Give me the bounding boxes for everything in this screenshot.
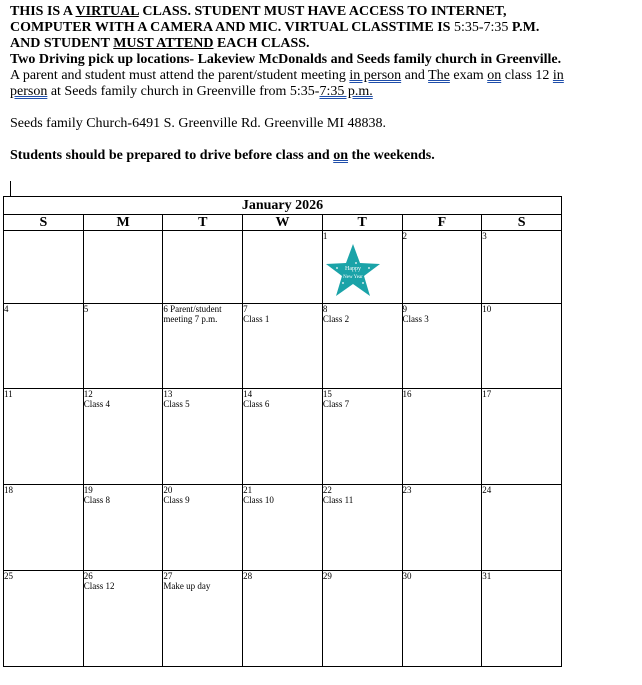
calendar-day-cell[interactable] [163,231,243,304]
paragraph-text: class 12 [501,68,553,83]
calendar-day-cell[interactable] [83,231,163,304]
calendar-day-cell[interactable]: 13 Class 5 [163,389,243,485]
notice-must-attend: MUST ATTEND [113,36,214,51]
happy-new-year-star-icon [325,243,381,299]
calendar-week-row [4,571,562,667]
weekday-tuesday: T [163,215,243,231]
calendar-day-cell[interactable]: 11 [4,389,84,485]
calendar-week-row [4,231,562,304]
calendar-table [3,196,562,667]
pickup-locations: Two Driving pick up locations- Lakeview McDonalds and Seeds family church in Greenville. [10,52,562,67]
paragraph-text: A parent and student must attend the parent/student meeting [10,68,350,83]
calendar-week-row [4,485,562,571]
notice-classtime: 5:35-7:35 [453,20,509,35]
notice-text: THIS IS A [10,4,76,19]
weekday-saturday: S [482,215,562,231]
calendar-day-cell[interactable]: 3 [482,231,562,304]
calendar-week-row [4,304,562,389]
weekend-driving-note [10,148,570,164]
calendar-day-cell[interactable]: 16 [402,389,482,485]
star-greeting-line2: New Year [342,275,363,280]
calendar-day-cell[interactable]: 30 [402,571,482,667]
calendar-day-cell[interactable]: 15 Class 7 [322,389,402,485]
calendar-day-cell[interactable]: 5 [83,304,163,389]
weekday-header-row [4,215,562,231]
calendar-day-cell[interactable]: 19 Class 8 [83,485,163,571]
calendar-day-cell[interactable]: 7 Class 1 [243,304,323,389]
calendar-day-cell[interactable] [322,231,402,304]
document-body[interactable] [10,4,570,164]
text-cursor [10,181,11,196]
calendar-day-cell[interactable]: 12 Class 4 [83,389,163,485]
calendar-day-cell[interactable]: 28 [243,571,323,667]
calendar-day-cell[interactable]: 2 [402,231,482,304]
notice-virtual: VIRTUAL [75,4,139,19]
calendar-day-cell[interactable]: 29 [322,571,402,667]
church-address: Seeds family Church-6491 S. Greenville Rd. Greenville MI 48838. [10,116,386,131]
day-number: 1 [322,231,328,241]
weekday-sunday: S [4,215,84,231]
notice-text: P.M. AND STUDENT [10,20,540,51]
calendar-day-cell[interactable]: 21 Class 10 [243,485,323,571]
paragraph-text: the weekends. [348,148,435,163]
grammar-flag[interactable]: The [428,68,450,83]
weekday-thursday: T [322,215,402,231]
calendar-day-cell[interactable]: 17 [482,389,562,485]
virtual-class-notice [10,4,570,52]
paragraph-text: Students should be prepared to drive before class and [10,148,334,163]
grammar-flag[interactable]: in person [10,68,564,99]
grammar-flag[interactable]: on [333,148,349,163]
calendar-day-cell[interactable] [4,231,84,304]
grammar-flag[interactable]: 7:35 p.m. [319,84,373,99]
calendar-day-cell[interactable]: 4 [4,304,84,389]
calendar-day-cell[interactable]: 31 [482,571,562,667]
calendar-day-cell[interactable]: 26 Class 12 [83,571,163,667]
calendar-day-cell[interactable]: 8 Class 2 [322,304,402,389]
grammar-flag[interactable]: in person [349,68,402,83]
calendar-week-row [4,389,562,485]
calendar-day-cell[interactable]: 18 [4,485,84,571]
blank-line [10,132,570,148]
calendar-day-cell[interactable]: 14 Class 6 [243,389,323,485]
grammar-flag[interactable]: on [487,68,502,83]
calendar-day-cell[interactable]: 10 [482,304,562,389]
calendar-day-cell[interactable]: 20 Class 9 [163,485,243,571]
notice-text: EACH CLASS. [213,36,310,51]
star-greeting-line1: Happy [344,266,361,272]
calendar-day-cell[interactable]: 22 Class 11 [322,485,402,571]
paragraph-text: at Seeds family church in Greenville from 5:35- [47,84,320,99]
calendar-day-cell[interactable]: 24 [482,485,562,571]
paragraph-text: exam [449,68,488,83]
calendar-title: January 2026 [4,197,562,215]
calendar-day-cell[interactable] [243,231,323,304]
blank-line [10,100,570,116]
calendar-day-cell[interactable]: 23 [402,485,482,571]
weekday-wednesday: W [243,215,323,231]
parent-meeting-paragraph [10,68,570,100]
weekday-monday: M [83,215,163,231]
weekday-friday: F [402,215,482,231]
calendar-day-cell[interactable]: 9 Class 3 [402,304,482,389]
paragraph-text: and [401,68,429,83]
calendar-day-cell[interactable]: 27 Make up day [163,571,243,667]
notice-text: CLASS. STUDENT MUST HAVE ACCESS TO INTERNET, COMPUTER WITH A CAMERA AND MIC. VIRTUAL CLASSTIME IS [10,4,507,35]
calendar-day-cell[interactable]: 25 [4,571,84,667]
calendar-day-cell[interactable]: 6 Parent/student meeting 7 p.m. [163,304,243,389]
